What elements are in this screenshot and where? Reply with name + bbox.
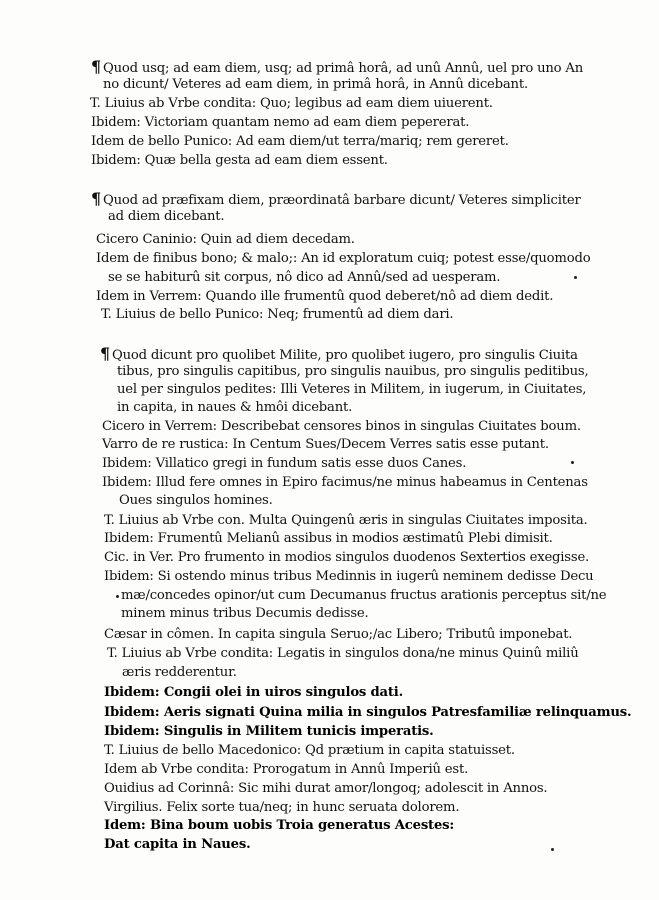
entry-3-line-24: Ouidius ad Corinnâ: Sic mihi durat amor/longoq; adolescit in Annos. xyxy=(104,781,548,796)
entry-1-line-4: Ibidem: Victoriam quantam nemo ad eam diem pepererat. xyxy=(91,115,470,130)
ink-speck xyxy=(551,848,554,851)
entry-3-line-20: Ibidem: Aeris signati Quina milia in singulos Patresfamiliæ relinquamus. xyxy=(104,705,632,720)
entry-3-line-8: Ibidem: Illud fere omnes in Epiro facimus/ne minus habeamus in Centenas xyxy=(102,475,588,490)
entry-1-line-3: T. Liuius ab Vrbe condita: Quo; legibus ad eam diem uiuerent. xyxy=(90,96,493,111)
entry-3-line-27: Dat capita in Naues. xyxy=(104,837,251,852)
entry-2-line-4: Idem de finibus bono; & malo;: An id exploratum cuiq; potest esse/quomodo xyxy=(96,251,591,266)
entry-1-line-5: Idem de bello Punico: Ad eam diem/ut terra/mariq; rem gereret. xyxy=(91,134,509,149)
entry-3-line-16: Cæsar in cômen. In capita singula Seruo;/ac Libero; Tributû imponebat. xyxy=(104,627,573,642)
entry-3-line-19: Ibidem: Congii olei in uiros singulos dati. xyxy=(104,685,403,700)
entry-3-line-10: T. Liuius ab Vrbe con. Multa Quingenû æris in singulas Ciuitates imposita. xyxy=(104,513,588,528)
entry-2-line-5: se se habiturû sit corpus, nô dico ad Annû/sed ad uesperam. xyxy=(108,270,501,285)
entry-3-line-12: Cic. in Ver. Pro frumento in modios singulos duodenos Sextertios exegisse. xyxy=(104,550,590,565)
entry-3-line-3: uel per singulos pedites: Illi Veteres in Militem, in iugerum, in Ciuitates, xyxy=(117,382,587,397)
entry-3-line-5: Cicero in Verrem: Describebat censores binos in singulas Ciuitates boum. xyxy=(102,419,581,434)
entry-2-line-1: ¶ Quod ad præfixam diem, præordinatâ barbare dicunt/ Veteres simpliciter xyxy=(91,189,581,208)
entry-2-line-7: T. Liuius de bello Punico: Neq; frumentû ad diem dari. xyxy=(101,307,454,322)
entry-2-line-6: Idem in Verrem: Quando ille frumentû quod deberet/nô ad diem dedit. xyxy=(96,289,554,304)
entry-1-line-6: Ibidem: Quæ bella gesta ad eam diem essent. xyxy=(91,153,388,168)
entry-3-line-7: Ibidem: Villatico gregi in fundum satis esse duos Canes. xyxy=(102,456,467,471)
ink-speck xyxy=(571,461,574,464)
entry-3-line-21: Ibidem: Singulis in Militem tunicis imperatis. xyxy=(104,724,434,739)
entry-1-line-1: ¶ Quod usq; ad eam diem, usq; ad primâ horâ, ad unû Annû, uel pro uno An xyxy=(91,57,584,76)
entry-3-line-25: Virgilius. Felix sorte tua/neq; in hunc seruata dolorem. xyxy=(104,800,460,815)
entry-3-line-15: minem minus tribus Decumis dedisse. xyxy=(121,606,369,621)
entry-3-line-6: Varro de re rustica: In Centum Sues/Decem Verres satis esse putant. xyxy=(102,437,549,452)
pilcrow-mark: ¶ xyxy=(91,57,101,76)
entry-3-line-17: T. Liuius ab Vrbe condita: Legatis in singulos dona/ne minus Quinû miliû xyxy=(107,646,579,661)
entry-1-line-2: no dicunt/ Veteres ad eam diem, in primâ horâ, in Annû dicebant. xyxy=(103,77,528,92)
entry-3-line-4: in capita, in naues & hmôi dicebant. xyxy=(117,400,353,415)
ink-speck xyxy=(116,595,119,598)
entry-3-line-11: Ibidem: Frumentû Melianû assibus in modios æstimatû Plebi dimisit. xyxy=(104,531,553,546)
entry-3-line-18: æris redderentur. xyxy=(122,665,237,680)
entry-3-line-26: Idem: Bina boum uobis Troia generatus Acestes: xyxy=(104,818,455,833)
pilcrow-mark: ¶ xyxy=(100,344,110,363)
ink-speck xyxy=(574,276,577,279)
entry-3-line-1: ¶ Quod dicunt pro quolibet Milite, pro quolibet iugero, pro singulis Ciuita xyxy=(100,344,578,363)
entry-3-line-13: Ibidem: Si ostendo minus tribus Medinnis in iugerû neminem dedisse Decu xyxy=(104,569,594,584)
entry-2-line-3: Cicero Caninio: Quin ad diem decedam. xyxy=(96,232,355,247)
entry-3-line-9: Oues singulos homines. xyxy=(119,493,273,508)
entry-3-line-23: Idem ab Vrbe condita: Prorogatum in Annû Imperiû est. xyxy=(104,762,469,777)
pilcrow-mark: ¶ xyxy=(91,189,101,208)
entry-3-line-2: tibus, pro singulis capitibus, pro singulis nauibus, pro singulis peditibus, xyxy=(117,364,589,379)
entry-3-line-14: mæ/concedes opinor/ut cum Decumanus fructus arationis perceptus sit/ne xyxy=(121,588,607,603)
entry-3-line-22: T. Liuius de bello Macedonico: Qd prætium in capita statuisset. xyxy=(104,743,515,758)
entry-2-line-2: ad diem dicebant. xyxy=(108,209,225,224)
